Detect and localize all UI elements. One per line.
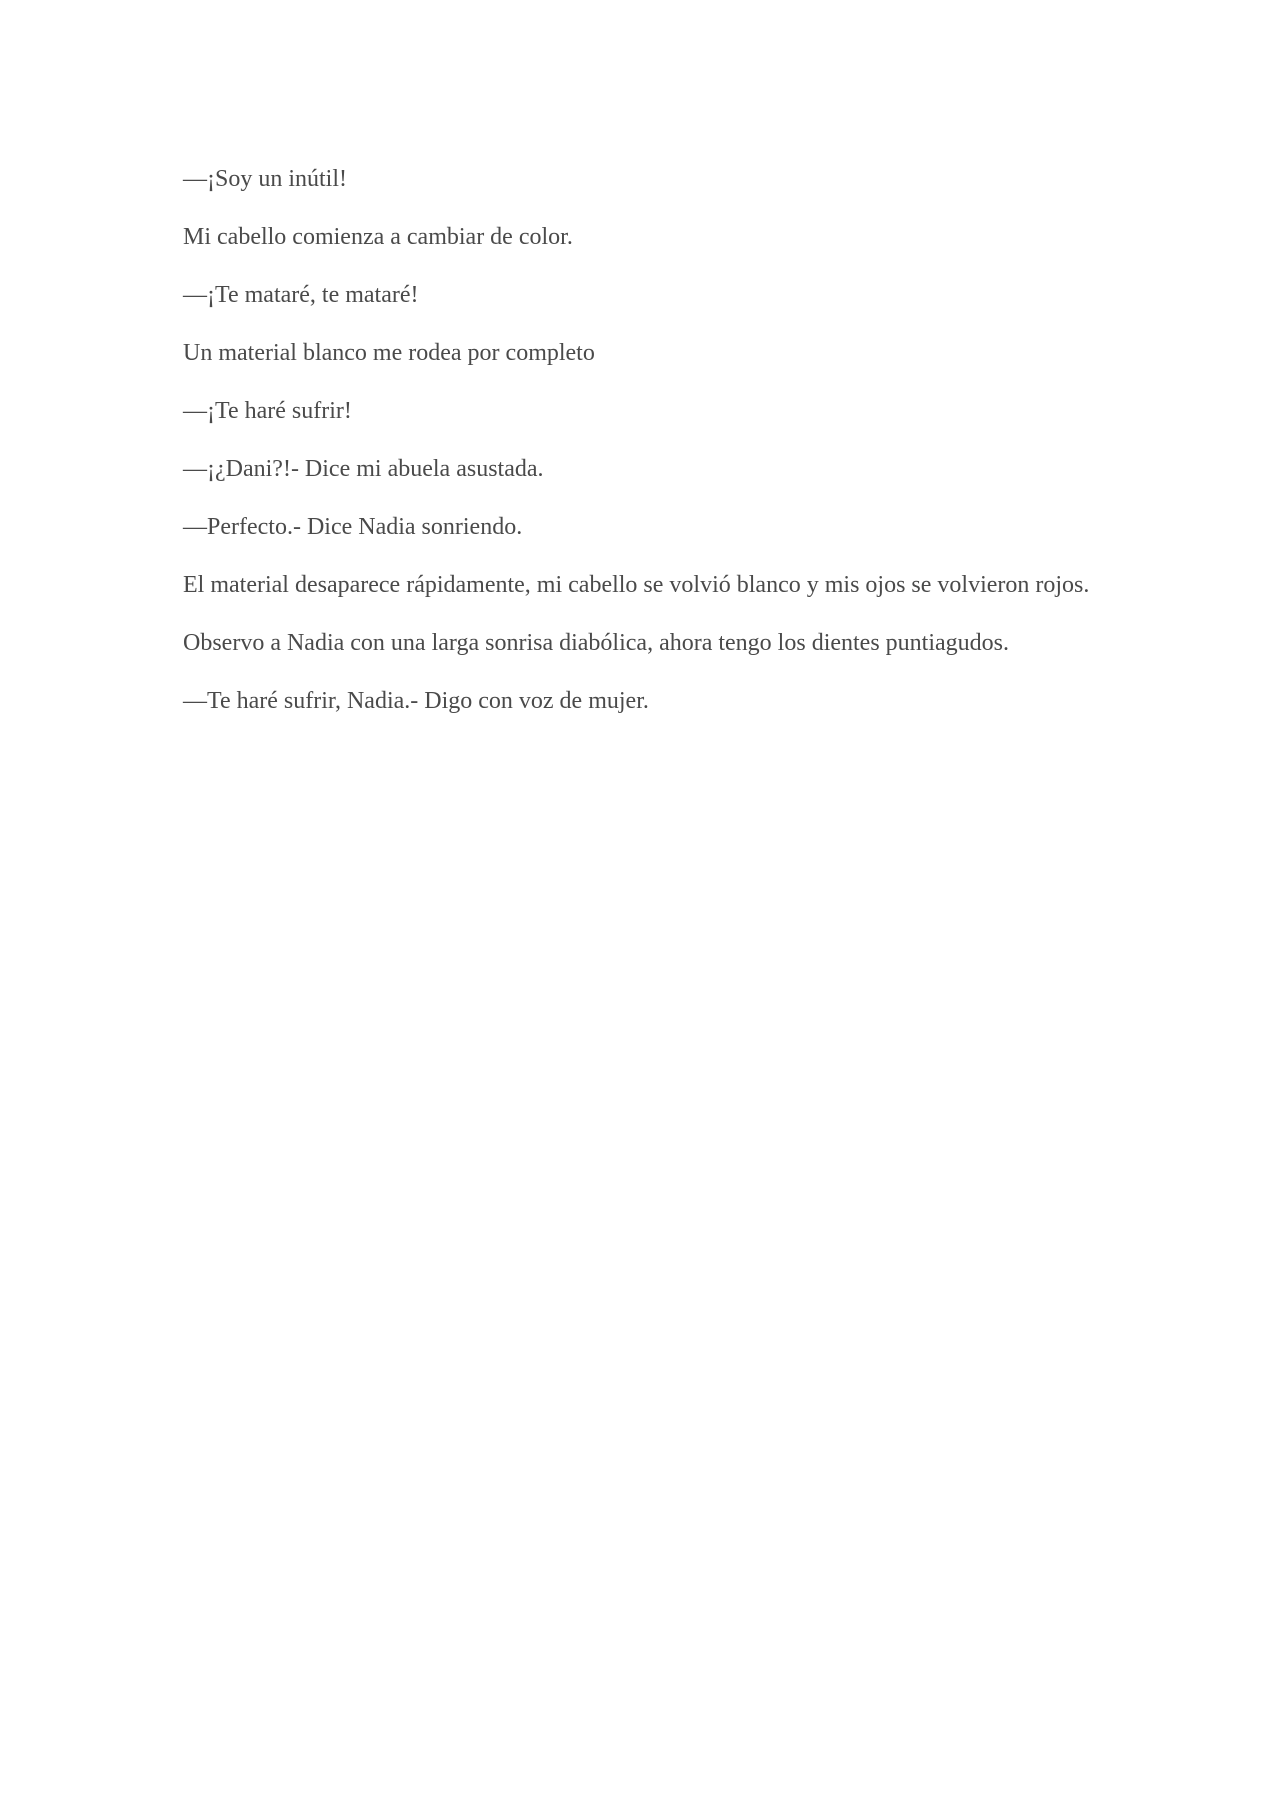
paragraph: Mi cabello comienza a cambiar de color.	[183, 224, 573, 250]
paragraph: —¡Soy un inútil!	[183, 166, 348, 192]
paragraph: —¡Te mataré, te mataré!	[183, 282, 419, 308]
paragraph: —Te haré sufrir, Nadia.- Digo con voz de mujer.	[183, 688, 649, 714]
paragraph: Observo a Nadia con una larga sonrisa diabólica, ahora tengo los dientes puntiagudos.	[183, 630, 1009, 656]
paragraph: El material desaparece rápidamente, mi cabello se volvió blanco y mis ojos se volvieron rojos.	[183, 572, 1090, 598]
paragraph: —Perfecto.- Dice Nadia sonriendo.	[183, 514, 523, 540]
paragraph: Un material blanco me rodea por completo	[183, 340, 595, 366]
paragraph: —¡Te haré sufrir!	[183, 398, 352, 424]
document-body	[183, 158, 1103, 738]
paragraph: —¡¿Dani?!- Dice mi abuela asustada.	[183, 456, 544, 482]
